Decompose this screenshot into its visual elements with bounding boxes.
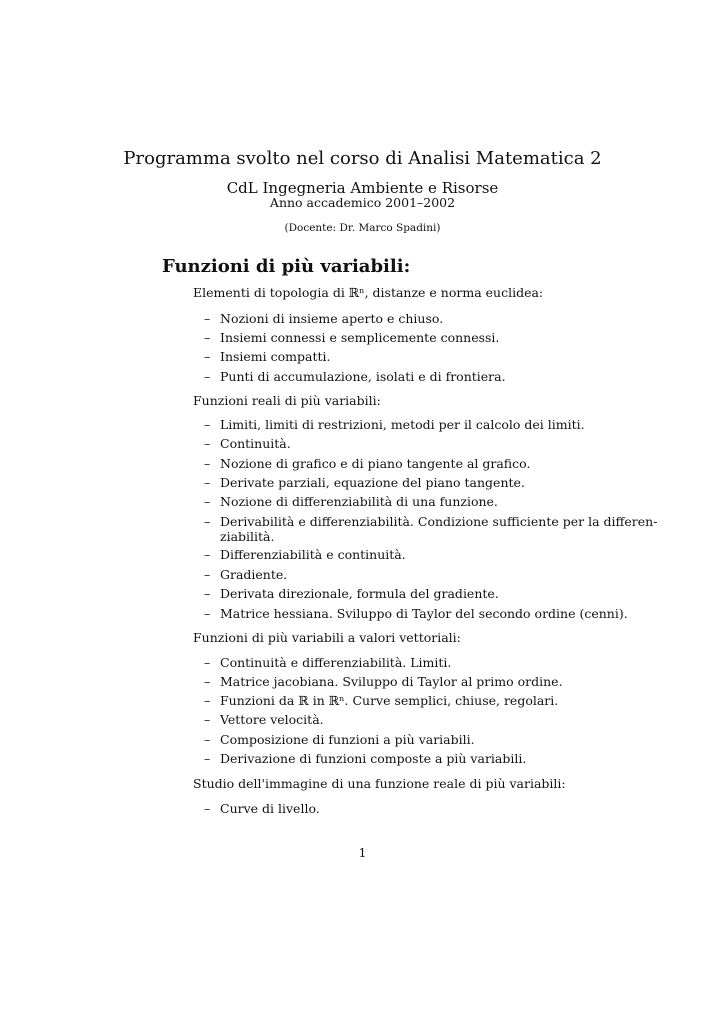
list-item: Derivate parziali, equazione del piano tangente.	[220, 475, 525, 490]
list-dash: –	[204, 674, 211, 689]
page-number: 1	[358, 845, 367, 860]
list-item: Continuità e differenziabilità. Limiti.	[220, 655, 452, 670]
list-dash: –	[204, 417, 211, 432]
list-item: Gradiente.	[220, 567, 288, 582]
list-dash: –	[204, 693, 211, 708]
list-item: Matrice hessiana. Sviluppo di Taylor del secondo ordine (cenni).	[220, 606, 628, 621]
list-dash: –	[204, 751, 211, 766]
list-item: Punti di accumulazione, isolati e di frontiera.	[220, 369, 506, 384]
academic-year: Anno accademico 2001–2002	[269, 195, 456, 210]
list-item: Limiti, limiti di restrizioni, metodi per il calcolo dei limiti.	[220, 417, 585, 432]
list-dash: –	[204, 475, 211, 490]
list-dash: –	[204, 567, 211, 582]
teacher-line: (Docente: Dr. Marco Spadini)	[284, 222, 441, 234]
list-item: Composizione di funzioni a più variabili.	[220, 732, 475, 747]
group-intro: Studio dell'immagine di una funzione reale di più variabili:	[193, 776, 566, 791]
group-intro: Funzioni di più variabili a valori vettoriali:	[193, 630, 461, 645]
list-dash: –	[204, 586, 211, 601]
section-heading: Funzioni di più variabili:	[162, 256, 411, 277]
list-item: Differenziabilità e continuità.	[220, 547, 406, 562]
list-item: Insiemi compatti.	[220, 349, 331, 364]
list-item: Nozioni di insieme aperto e chiuso.	[220, 311, 444, 326]
list-item: Vettore velocità.	[220, 712, 324, 727]
list-dash: –	[204, 369, 211, 384]
list-dash: –	[204, 547, 211, 562]
list-dash: –	[204, 494, 211, 509]
list-item: Derivata direzionale, formula del gradiente.	[220, 586, 499, 601]
list-dash: –	[204, 349, 211, 364]
group-intro: Funzioni reali di più variabili:	[193, 393, 381, 408]
list-dash: –	[204, 456, 211, 471]
list-item-continuation: ziabilità.	[220, 529, 275, 544]
list-item: Matrice jacobiana. Sviluppo di Taylor al primo ordine.	[220, 674, 563, 689]
list-dash: –	[204, 655, 211, 670]
list-dash: –	[204, 514, 211, 529]
list-dash: –	[204, 712, 211, 727]
list-dash: –	[204, 801, 211, 816]
list-item: Derivabilità e differenziabilità. Condizione sufficiente per la differen-	[220, 514, 658, 529]
list-dash: –	[204, 606, 211, 621]
list-item: Derivazione di funzioni composte a più variabili.	[220, 751, 527, 766]
list-item: Curve di livello.	[220, 801, 320, 816]
list-dash: –	[204, 436, 211, 451]
list-item: Insiemi connessi e semplicemente connessi.	[220, 330, 500, 345]
list-dash: –	[204, 732, 211, 747]
list-item: Continuità.	[220, 436, 291, 451]
document-title: Programma svolto nel corso di Analisi Matematica 2	[123, 148, 602, 169]
course-subtitle: CdL Ingegneria Ambiente e Risorse	[226, 179, 499, 197]
list-item: Nozione di grafico e di piano tangente al grafico.	[220, 456, 531, 471]
group-intro: Elementi di topologia di ℝⁿ, distanze e norma euclidea:	[193, 285, 544, 300]
list-dash: –	[204, 330, 211, 345]
list-item: Funzioni da ℝ in ℝⁿ. Curve semplici, chiuse, regolari.	[220, 693, 559, 708]
list-item: Nozione di differenziabilità di una funzione.	[220, 494, 498, 509]
list-dash: –	[204, 311, 211, 326]
